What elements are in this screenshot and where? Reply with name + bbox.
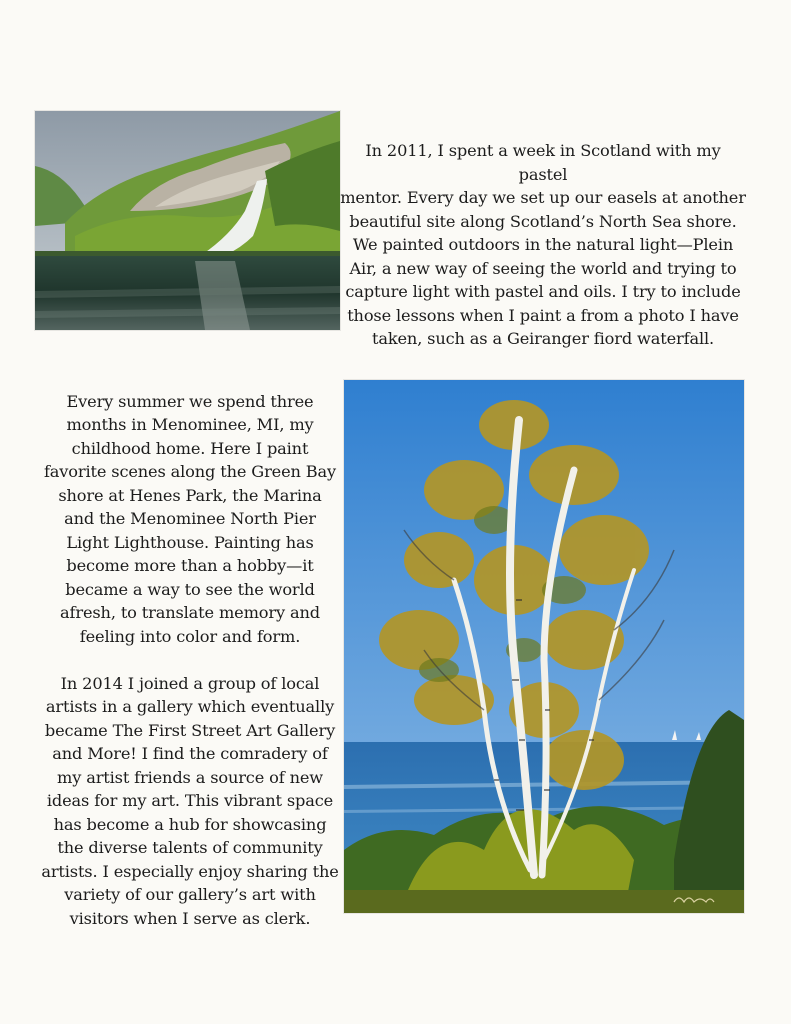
fjord-painting-artwork — [35, 111, 340, 330]
birch-painting-artwork — [344, 380, 744, 913]
menominee-summer-paragraph: Every summer we spend three months in Menominee, MI, my childhood home. Here I paint favorite scenes along the Green Bay shore at Henes Park, the Marina and the Menominee North Pier Light Lighthouse. Painting has become more than a hobby—it became a way to see the world afresh, to translate memory and feeling into color and form. — [43, 391, 337, 646]
fjord-waterfall-painting — [35, 111, 340, 330]
menominee-and-gallery-text — [40, 366, 340, 954]
birch-tree-painting — [344, 380, 744, 913]
scotland-plein-air-paragraph: In 2011, I spent a week in Scotland with my pastel mentor. Every day we set up our easels at another beautiful site along Scotland’s North Sea shore. We painted outdoors in the natural light—Plein Air, a new way of seeing the world and trying to capture light with pastel and oils. I try to include those lessons when I paint a from a photo I have taken, such as a Geiranger fiord waterfall. — [340, 141, 746, 348]
gallery-paragraph: In 2014 I joined a group of local artists in a gallery which eventually became The First Street Art Gallery and More! I find the comradery of my artist friends a source of new ideas for my art. This vibrant space has become a hub for showcasing the diverse talents of community artists. I especially enjoy sharing the variety of our gallery’s art with visitors when I serve as clerk. — [41, 673, 339, 928]
